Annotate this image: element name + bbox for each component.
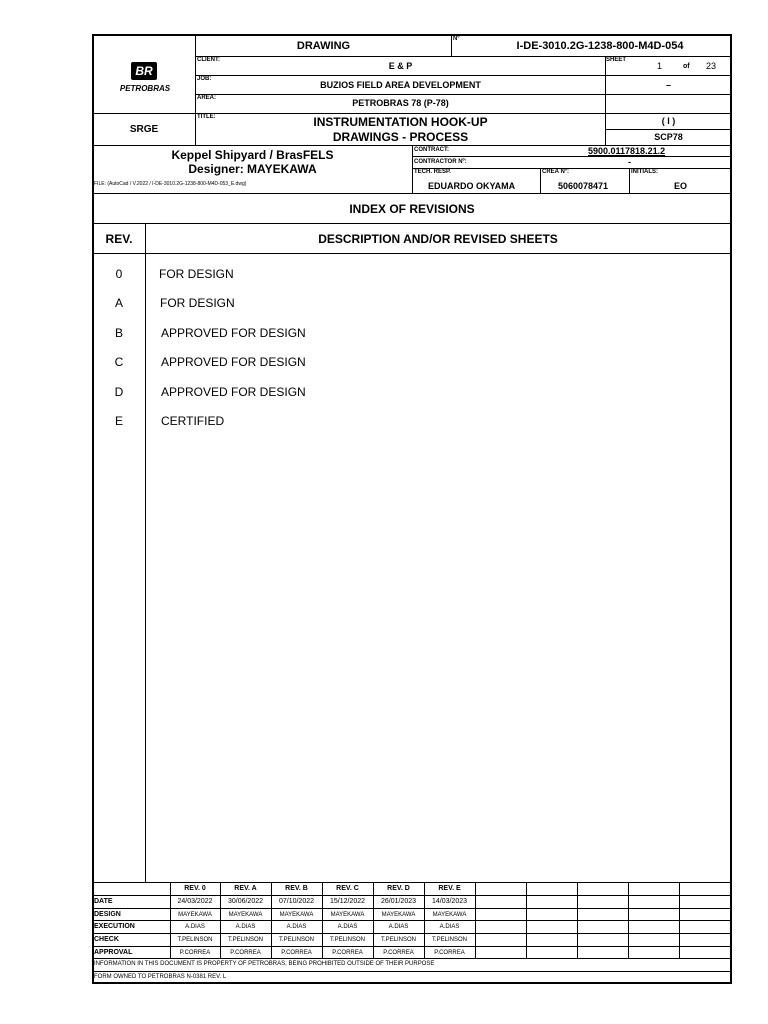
execution-cell: A.DIAS [439, 924, 460, 930]
revision-rev: D [114, 385, 124, 399]
contractor-value: - [628, 157, 631, 167]
approval-cell: P.CORREA [281, 950, 312, 956]
date-cell: 07/10/2022 [278, 898, 315, 905]
tech-resp-label: TECH. RESP. [414, 169, 451, 175]
client-value: E & P [388, 61, 413, 71]
rev-column-header: REV. [105, 232, 133, 246]
rev-header-cell: REV. E [438, 885, 461, 892]
check-cell: T.PELINSON [278, 937, 314, 943]
approval-cell: P.CORREA [230, 950, 261, 956]
date-cell: 15/12/2022 [329, 898, 366, 905]
sheet-total: 23 [706, 61, 717, 71]
revision-description: CERTIFIED [161, 414, 225, 428]
company-line-1: Keppel Shipyard / BrasFELS [171, 148, 334, 162]
job-right: – [665, 80, 671, 90]
rev-header-cell: REV. D [387, 885, 410, 892]
title-line-1: INSTRUMENTATION HOOK-UP [313, 115, 488, 129]
number-label: Nº [453, 36, 460, 42]
file-path: FILE: (AutoCad / V.2022 / I-DE-3010.2G-1238-800-M4D-053_E.dwg) [94, 181, 247, 187]
check-cell: T.PELINSON [431, 937, 467, 943]
title-label: TITLE: [197, 114, 216, 120]
sheet-of: of [683, 63, 690, 70]
approval-cell: P.CORREA [383, 950, 414, 956]
check-cell: T.PELINSON [329, 937, 365, 943]
tech-resp-value: EDUARDO OKYAMA [428, 181, 516, 191]
approval-cell: P.CORREA [332, 950, 363, 956]
area-label: AREA: [197, 95, 216, 101]
date-cell: 24/03/2022 [177, 898, 213, 905]
approval-cell: P.CORREA [179, 950, 211, 956]
revision-description: FOR DESIGN [160, 296, 235, 310]
rev-header-cell: REV. A [234, 885, 257, 892]
sheet-label: SHEET [606, 57, 627, 63]
initials-label: INITIALS: [631, 169, 658, 175]
crea-value: 5060078471 [558, 181, 609, 191]
date-cell: 14/03/2023 [431, 898, 468, 905]
footer-notice: INFORMATION IN THIS DOCUMENT IS PROPERTY OF PETROBRAS, BEING PROHIBITED OUTSIDE OF THEIR PURPOSE [94, 961, 435, 967]
contract-value: 5900.0117818.21.2 [588, 146, 666, 156]
srge-label: SRGE [129, 124, 159, 135]
check-cell: T.PELINSON [380, 937, 416, 943]
row-label-design: DESIGN [94, 911, 121, 918]
design-cell: MAYEKAWA [178, 912, 212, 918]
revision-description: APPROVED FOR DESIGN [161, 326, 306, 340]
crea-label: CREA Nº: [542, 169, 569, 175]
check-cell: T.PELINSON [177, 937, 213, 943]
petrobras-logo-icon: BR [131, 62, 157, 80]
document-number: I-DE-3010.2G-1238-800-M4D-054 [516, 40, 684, 52]
design-cell: MAYEKAWA [330, 912, 365, 918]
index-title: INDEX OF REVISIONS [349, 202, 475, 216]
job-label: JOB: [197, 76, 212, 82]
execution-cell: A.DIAS [286, 924, 307, 930]
design-cell: MAYEKAWA [279, 912, 314, 918]
scp-code: SCP78 [654, 132, 683, 142]
area-value: PETROBRAS 78 (P-78) [352, 98, 449, 108]
contractor-label: CONTRACTOR Nº: [414, 159, 467, 165]
row-label-approval: APPROVAL [94, 949, 133, 956]
design-cell: MAYEKAWA [228, 912, 263, 918]
company-line-2: Designer: MAYEKAWA [188, 162, 317, 176]
job-value: BUZIOS FIELD AREA DEVELOPMENT [320, 80, 481, 90]
approval-cell: P.CORREA [434, 950, 465, 956]
revision-rev: A [114, 296, 123, 310]
row-label-execution: EXECUTION [94, 923, 135, 930]
client-label: CLIENT: [197, 57, 220, 63]
revision-description: FOR DESIGN [159, 267, 234, 281]
logo-text: PETROBRAS [119, 84, 171, 93]
revision-rev: E [114, 414, 123, 428]
revision-description: APPROVED FOR DESIGN [161, 355, 306, 369]
revision-description: APPROVED FOR DESIGN [161, 385, 306, 399]
initials-value: EO [674, 181, 688, 191]
execution-cell: A.DIAS [388, 924, 409, 930]
rev-header-cell: REV. 0 [184, 885, 206, 892]
sheet-number: 1 [657, 61, 663, 71]
row-label-date: DATE [94, 898, 113, 905]
date-cell: 26/01/2023 [380, 898, 417, 905]
contract-label: CONTRACT: [414, 147, 449, 153]
execution-cell: A.DIAS [337, 924, 358, 930]
title-line-2: DRAWINGS - PROCESS [332, 130, 469, 144]
drawing-label: DRAWING [296, 40, 351, 52]
revision-rev: B [114, 326, 123, 340]
design-cell: MAYEKAWA [381, 912, 416, 918]
rev-header-cell: REV. C [336, 885, 359, 892]
design-cell: MAYEKAWA [432, 912, 467, 918]
footer-form: FORM OWNED TO PETROBRAS N-0381 REV. L [94, 974, 227, 980]
execution-cell: A.DIAS [185, 924, 205, 930]
description-column-header: DESCRIPTION AND/OR REVISED SHEETS [318, 232, 558, 246]
row-label-check: CHECK [94, 936, 119, 943]
rev-header-cell: REV. B [285, 885, 308, 892]
execution-cell: A.DIAS [235, 924, 256, 930]
classification: ( I ) [661, 116, 676, 126]
date-cell: 30/06/2022 [227, 898, 264, 905]
check-cell: T.PELINSON [227, 937, 263, 943]
revision-rev: 0 [115, 267, 123, 281]
revision-rev: C [114, 355, 124, 369]
